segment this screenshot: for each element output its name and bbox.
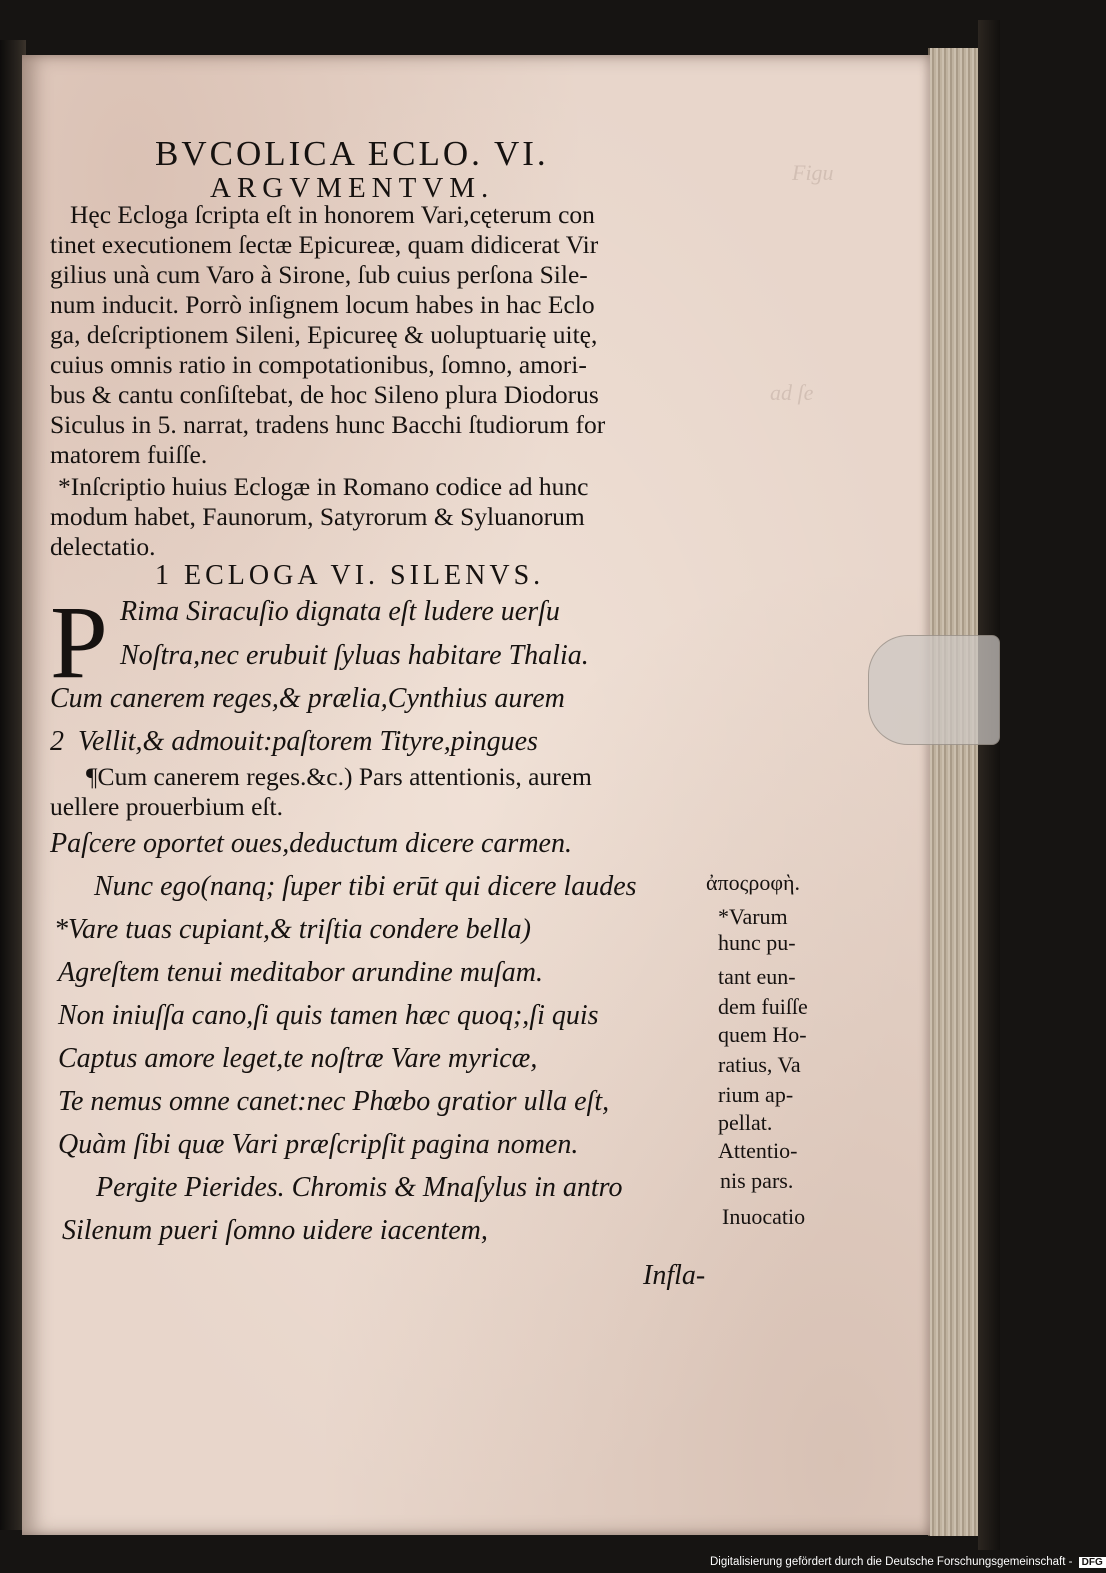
drop-cap: P <box>50 585 108 700</box>
margin-note: dem fuiſſe <box>718 994 808 1019</box>
book-cover-edge <box>978 20 1000 1550</box>
running-title: BVCOLICA ECLO. VI. <box>155 134 549 173</box>
argument-line: Siculus in 5. narrat, tradens hunc Bacchi ſtudiorum for <box>50 410 606 439</box>
inscription-line: modum habet, Faunorum, Satyrorum & Syluanorum <box>50 502 585 531</box>
catchword: Infla- <box>643 1260 706 1291</box>
verse-line: Quàm ſibi quæ Vari præſcripſit pagina nomen. <box>58 1129 579 1160</box>
verse-line: *Vare tuas cupiant,& triſtia condere bella) <box>54 914 531 945</box>
argument-line: gilius unà cum Varo à Sirone, ſub cuius perſona Sile- <box>50 260 588 289</box>
verse-line: 2 Vellit,& admouit:paſtorem Tityre,pingues <box>50 726 538 757</box>
margin-note: nis pars. <box>720 1168 794 1193</box>
margin-note: quem Ho- <box>718 1022 807 1047</box>
argument-line: Hęc Ecloga ſcripta eſt in honorem Vari,cęterum con <box>70 200 595 229</box>
verse-line: Te nemus omne canet:nec Phœbo gratior ulla eſt, <box>58 1086 610 1117</box>
argument-heading: ARGVMENTVM. <box>210 172 495 204</box>
eclogue-heading: 1 ECLOGA VI. SILENVS. <box>155 560 545 591</box>
margin-note: ratius, Va <box>718 1052 801 1077</box>
verse-line: Pergite Pierides. Chromis & Mnaſylus in antro <box>96 1172 623 1203</box>
verse-line: Non iniuſſa cano,ſi quis tamen hæc quoq;,ſi quis <box>58 1000 599 1031</box>
show-through-text: Figu <box>792 160 834 185</box>
verse-line: Cum canerem reges,& prælia,Cynthius aurem <box>50 683 565 714</box>
margin-note: hunc pu- <box>718 930 796 955</box>
argument-line: num inducit. Porrò inſignem locum habes in hac Eclo <box>50 290 595 319</box>
verse-line: Nunc ego(nanq; ſuper tibi erūt qui dicere laudes <box>94 871 637 902</box>
argument-line: tinet executionem ſectæ Epicureæ, quam didicerat Vir <box>50 230 599 259</box>
inscription-line: delectatio. <box>50 532 156 561</box>
verse-line: Agreſtem tenui meditabor arundine muſam. <box>58 957 544 988</box>
argument-line: cuius omnis ratio in compotationibus, ſomno, amori- <box>50 350 587 379</box>
verse-line: Silenum pueri ſomno uidere iacentem, <box>62 1215 488 1246</box>
margin-note: *Varum <box>718 904 788 929</box>
argument-line: matorem fuiſſe. <box>50 440 208 469</box>
argument-line: bus & cantu conſiſtebat, de hoc Sileno plura Diodorus <box>50 380 599 409</box>
margin-note: Inuocatio <box>722 1204 806 1229</box>
margin-note: pellat. <box>718 1110 773 1135</box>
verse-line: Paſcere oportet oues,deductum dicere carmen. <box>50 828 572 859</box>
verse-line: Noſtra,nec erubuit ſyluas habitare Thalia. <box>120 640 589 671</box>
margin-note: ἀποςροφὴ. <box>706 870 801 895</box>
margin-note: rium ap- <box>718 1082 794 1107</box>
margin-note: Attentio- <box>718 1138 798 1163</box>
digitization-footer <box>710 1556 1106 1568</box>
margin-note: tant eun- <box>718 964 796 989</box>
inscription-line: *Inſcriptio huius Eclogæ in Romano codice ad hunc <box>58 472 589 501</box>
verse-line: Captus amore leget,te noſtræ Vare myricæ, <box>58 1043 538 1074</box>
show-through-text: ad ſe <box>770 380 814 405</box>
dfg-logo: DFG <box>1079 1557 1106 1568</box>
bookmark-tab <box>868 635 1000 745</box>
argument-line: ga, deſcriptionem Sileni, Epicureę & uoluptuarię uitę, <box>50 320 598 349</box>
commentary-line: uellere prouerbium eſt. <box>50 792 283 821</box>
footer-text: Digitalisierung gefördert durch die Deutsche Forschungsgemeinschaft - <box>710 1556 1073 1568</box>
verse-line: Rima Siracuſio dignata eſt ludere uerſu <box>120 596 560 627</box>
commentary-line: ¶Cum canerem reges.&c.) Pars attentionis, aurem <box>86 762 592 791</box>
